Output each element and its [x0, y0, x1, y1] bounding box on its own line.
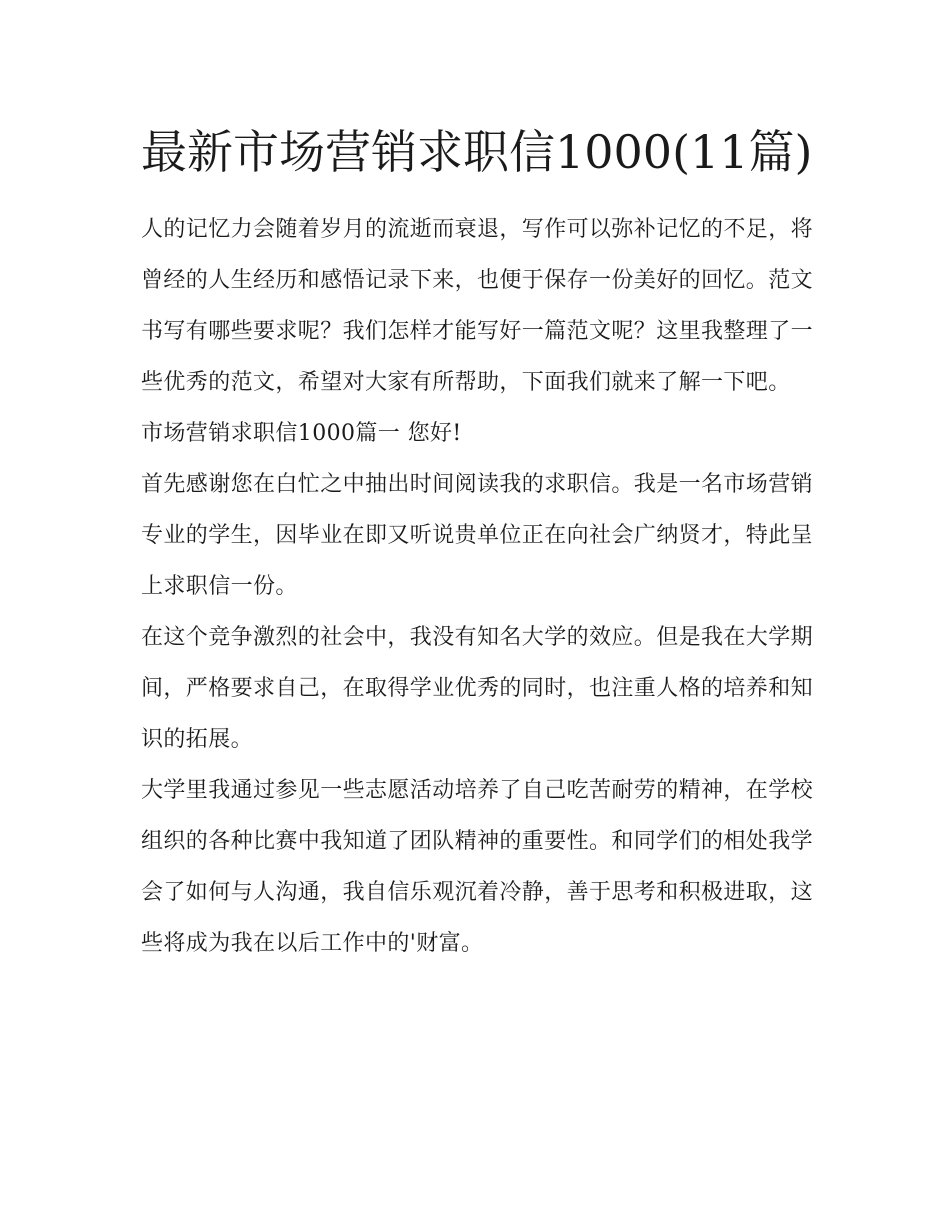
document-page [141, 112, 813, 969]
body-paragraph: 大学里我通过参见一些志愿活动培养了自己吃苦耐劳的精神，在学校组织的各种比赛中我知道了团队精神的重要性。和同学们的相处我学会了如何与人沟通，我自信乐观沉着冷静，善于思考和积极进取，这些将成为我在以后工作中的'财富。 [141, 778, 814, 956]
section-heading-paragraph: 市场营销求职信1000篇一 您好! [141, 421, 462, 446]
body-paragraph: 首先感谢您在白忙之中抽出时间阅读我的求职信。我是一名市场营销专业的学生，因毕业在即又听说贵单位正在向社会广纳贤才，特此呈上求职信一份。 [141, 472, 814, 599]
intro-paragraph: 人的记忆力会随着岁月的流逝而衰退，写作可以弥补记忆的不足，将曾经的人生经历和感悟记录下来，也便于保存一份美好的回忆。范文书写有哪些要求呢？我们怎样才能写好一篇范文呢？这里我整理了一些优秀的范文，希望对大家有所帮助，下面我们就来了解一下吧。 [141, 217, 814, 395]
document-title: 最新市场营销求职信1000(11篇) [141, 125, 813, 179]
body-paragraph: 在这个竞争激烈的社会中，我没有知名大学的效应。但是我在大学期间，严格要求自己，在取得学业优秀的同时，也注重人格的培养和知识的拓展。 [141, 625, 814, 752]
